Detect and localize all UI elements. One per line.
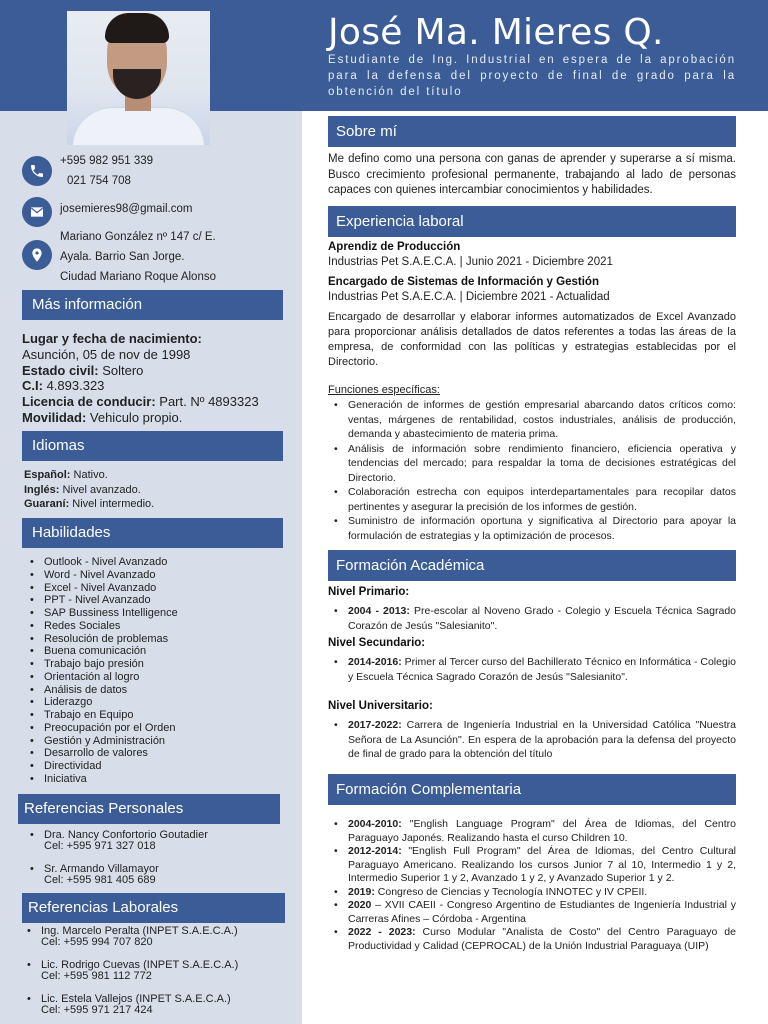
sobre-mi-text: Me defino como una persona con ganas de aprender y superarse a sí misma. Busco crecimiento profesional permanente, trabajando al lado de personas capaces con quienes intercambiar conocimientos y habilidades. xyxy=(328,153,736,196)
license-value: Part. Nº 4893323 xyxy=(155,394,259,410)
course-year: 2022 - 2023: xyxy=(348,926,416,938)
list-item: • Redes Sociales xyxy=(28,620,288,633)
list-item: • Desarrollo de valores xyxy=(28,747,288,760)
contact-phone xyxy=(22,156,153,191)
list-item: • SAP Bussiness Intelligence xyxy=(28,607,288,620)
phone-number[interactable]: +595 982 951 339 xyxy=(60,155,154,167)
list-item xyxy=(334,926,736,953)
section-title-mas-info: Más información xyxy=(22,290,283,320)
list-item: • Orientación al logro xyxy=(28,671,288,684)
nivel-primario-label: Nivel Primario: xyxy=(328,586,410,598)
list-item: • PPT - Nivel Avanzado xyxy=(28,594,288,607)
list-item: • Resolución de problemas xyxy=(28,633,288,646)
email-address[interactable]: josemieres98@gmail.com xyxy=(60,203,193,215)
course-text: – XVII CAEII - Congreso Argentino de Estudiantes de Ingeniería Industrial y Carreras Afines – Córdoba - Argentina xyxy=(348,899,736,925)
idioma-label: Guaraní: xyxy=(24,498,70,510)
ref-name: • Dra. Nancy Confortorio Goutadier xyxy=(44,829,208,841)
ref-phone: Cel: +595 994 707 820 xyxy=(41,936,153,948)
habilidades-list xyxy=(28,556,288,786)
list-item xyxy=(334,718,736,762)
idioma-label: Inglés: xyxy=(24,483,60,496)
list-item xyxy=(334,899,736,926)
ref-phone: Cel: +595 971 327 018 xyxy=(44,840,156,852)
edu-text: Carrera de Ingeniería Industrial en la Universidad Católica "Nuestra Señora de La Asunción". En espera de la aprobación para la defensa del proyecto de final de grado para la obtención del título xyxy=(348,719,736,760)
list-item xyxy=(334,886,736,900)
list-item xyxy=(25,960,285,982)
mobility-value: Vehiculo propio. xyxy=(86,409,183,425)
edu-year: 2014-2016: xyxy=(348,656,402,668)
course-text: Congreso de Ciencias y Tecnología INNOTEC y IV CPEII. xyxy=(374,885,648,898)
job-subtitle-2: Industrias Pet S.A.E.C.A. | Diciembre 2021 - Actualidad xyxy=(328,291,610,303)
list-item xyxy=(334,655,736,684)
list-item: • Análisis de información sobre rendimiento financiero, eficiencia operativa y tendencias del mercado; para respaldar la toma de decisiones estratégicas del Directorio. xyxy=(334,442,736,486)
secundario-list xyxy=(334,655,736,684)
list-item: • Suministro de información oportuna y significativa al Directorio para apoyar la formulación de estrategias y la optimización de procesos. xyxy=(334,514,736,543)
idiomas-list xyxy=(24,468,294,512)
photo-beard xyxy=(113,69,161,99)
primario-list xyxy=(334,604,736,633)
edu-year: 2017-2022: xyxy=(348,719,402,731)
list-item: • Colaboración estrecha con equipos interdepartamentales para recopilar datos pertinentes y asegurar la precisión de los informes de gestión. xyxy=(334,485,736,514)
section-title-ref-laborales: Referencias Laborales xyxy=(22,893,285,923)
list-item: • Trabajo en Equipo xyxy=(28,709,288,722)
list-item xyxy=(25,994,285,1016)
section-title-habilidades: Habilidades xyxy=(22,518,283,548)
list-item xyxy=(334,818,736,845)
list-item: • Análisis de datos xyxy=(28,684,288,697)
list-item: • Gestión y Administración xyxy=(28,735,288,748)
nivel-universitario-label: Nivel Universitario: xyxy=(328,700,433,712)
section-title-formacion: Formación Académica xyxy=(328,550,736,581)
list-item: • Buena comunicación xyxy=(28,645,288,658)
ref-name: • Ing. Marcelo Peralta (INPET S.A.E.C.A.) xyxy=(41,925,238,937)
idioma-item xyxy=(24,468,294,483)
person-name: José Ma. Mieres Q. xyxy=(328,12,664,53)
mobility-label: Movilidad: xyxy=(22,409,87,425)
birth-label: Lugar y fecha de nacimiento: xyxy=(22,331,202,346)
idioma-item xyxy=(24,497,294,512)
nivel-secundario-label: Nivel Secundario: xyxy=(328,637,426,649)
ref-name: • Lic. Estela Vallejos (INPET S.A.E.C.A.) xyxy=(41,993,231,1005)
ci-value: 4.893.323 xyxy=(42,378,105,394)
ref-phone: Cel: +595 981 405 689 xyxy=(44,874,156,886)
contact-address xyxy=(22,231,216,287)
ref-laborales-list xyxy=(25,926,285,1024)
address-line-2: Ayala. Barrio San Jorge. xyxy=(60,251,185,263)
edu-text: Primer al Tercer curso del Bachillerato Técnico en Informática - Colegio y Escuela Técnica Sagrado Corazón de Jesús "Salesianito". xyxy=(348,656,736,683)
course-year: 2012-2014: xyxy=(348,845,402,857)
list-item: • Word - Nivel Avanzado xyxy=(28,569,288,582)
idioma-label: Español: xyxy=(24,469,71,481)
job-title-1: Aprendiz de Producción xyxy=(328,241,461,253)
job-title-2: Encargado de Sistemas de Información y Gestión xyxy=(328,276,599,288)
birth-value: Asunción, 05 de nov de 1998 xyxy=(22,346,191,362)
course-text: Curso Modular "Analista de Costo" del Centro Paraguayo de Productividad y Calidad (CEPROCAL) de la Unión Industrial Paraguaya (UIP) xyxy=(348,926,736,952)
list-item xyxy=(28,830,288,852)
ref-name: • Sr. Armando Villamayor xyxy=(44,863,159,875)
course-year: 2020 xyxy=(348,899,372,911)
section-title-complementaria: Formación Complementaria xyxy=(328,774,736,805)
ref-name: • Lic. Rodrigo Cuevas (INPET S.A.E.C.A.) xyxy=(41,959,239,971)
funciones-list xyxy=(334,398,736,543)
list-item: • Preocupación por el Orden xyxy=(28,722,288,735)
job-subtitle-1: Industrias Pet S.A.E.C.A. | Junio 2021 - Diciembre 2021 xyxy=(328,256,613,268)
ref-personales-list xyxy=(28,830,288,898)
ref-phone: Cel: +595 971 217 424 xyxy=(41,1004,153,1016)
phone-icon xyxy=(22,156,52,186)
section-title-experiencia: Experiencia laboral xyxy=(328,206,736,237)
ref-phone: Cel: +595 981 112 772 xyxy=(41,970,152,982)
list-item: • Generación de informes de gestión empresarial abarcando datos críticos como: ventas, márgenes de rentabilidad, costos industriales, análisis de producción, demanda y abastecimiento de materia prima. xyxy=(334,398,736,442)
address-line-3: Ciudad Mariano Roque Alonso xyxy=(60,271,216,283)
idioma-value: Nivel avanzado. xyxy=(59,483,141,496)
civil-label: Estado civil: xyxy=(22,362,99,378)
idioma-value: Nativo. xyxy=(70,469,108,481)
universitario-list xyxy=(334,718,736,762)
address-line-1: Mariano González nº 147 c/ E. xyxy=(60,231,216,243)
idioma-value: Nivel intermedio. xyxy=(69,498,155,510)
photo-shirt xyxy=(73,107,204,145)
idioma-item xyxy=(24,483,294,498)
course-text: "English Language Program" del Área de Idiomas, del Centro Paraguayo Japonés. Realizando hasta el curso Children 10. xyxy=(348,818,736,844)
list-item xyxy=(25,926,285,948)
course-year: 2004-2010: xyxy=(348,818,402,830)
license-label: Licencia de conducir: xyxy=(22,394,156,410)
location-icon xyxy=(22,240,52,270)
list-item: • Excel - Nivel Avanzado xyxy=(28,582,288,595)
civil-value: Soltero xyxy=(98,362,144,378)
photo-hair xyxy=(105,13,169,43)
list-item: • Iniciativa xyxy=(28,773,288,786)
edu-text: Pre-escolar al Noveno Grado - Colegio y Escuela Técnica Sagrado Corazón de Jesús "Salesianito". xyxy=(348,605,736,632)
complementaria-list xyxy=(334,818,736,953)
list-item: • Trabajo bajo presión xyxy=(28,658,288,671)
section-title-ref-personales: Referencias Personales xyxy=(18,794,280,824)
mas-info-block xyxy=(22,331,292,426)
list-item: • Outlook - Nivel Avanzado xyxy=(28,556,288,569)
person-subtitle: Estudiante de Ing. Industrial en espera de la aprobación para la defensa del proyecto de final de grado para la obtención del título xyxy=(328,54,736,98)
phone-number-2[interactable]: 021 754 708 xyxy=(67,175,131,187)
list-item xyxy=(28,864,288,886)
funciones-label: Funciones específicas: xyxy=(328,384,440,396)
section-title-idiomas: Idiomas xyxy=(22,431,283,461)
ci-label: C.I: xyxy=(22,378,43,394)
contact-email xyxy=(22,197,192,227)
email-icon xyxy=(22,197,52,227)
job-description: Encargado de desarrollar y elaborar informes automatizados de Excel Avanzado para proporcionar análisis detallados de datos referentes a todas las áreas de la empresa, de conformidad con las políticas y estrategias establecidas por el Directorio. xyxy=(328,311,736,368)
edu-year: 2004 - 2013: xyxy=(348,605,410,617)
section-title-sobre-mi: Sobre mí xyxy=(328,116,736,147)
list-item xyxy=(334,604,736,633)
course-text: "English Full Program" del Área de Idiomas, del Centro Cultural Paraguayo Americano. Realizando los cursos Junior 7 al 10, Intermedio 1 y 2, Intermedio Superior 1 y 2, Avanzado 1 y 2, y Avanzado Superior 1 y 2. xyxy=(348,845,736,884)
list-item xyxy=(334,845,736,886)
profile-photo xyxy=(67,11,210,145)
course-year: 2019: xyxy=(348,885,375,898)
list-item: • Liderazgo xyxy=(28,696,288,709)
list-item: • Directividad xyxy=(28,760,288,773)
